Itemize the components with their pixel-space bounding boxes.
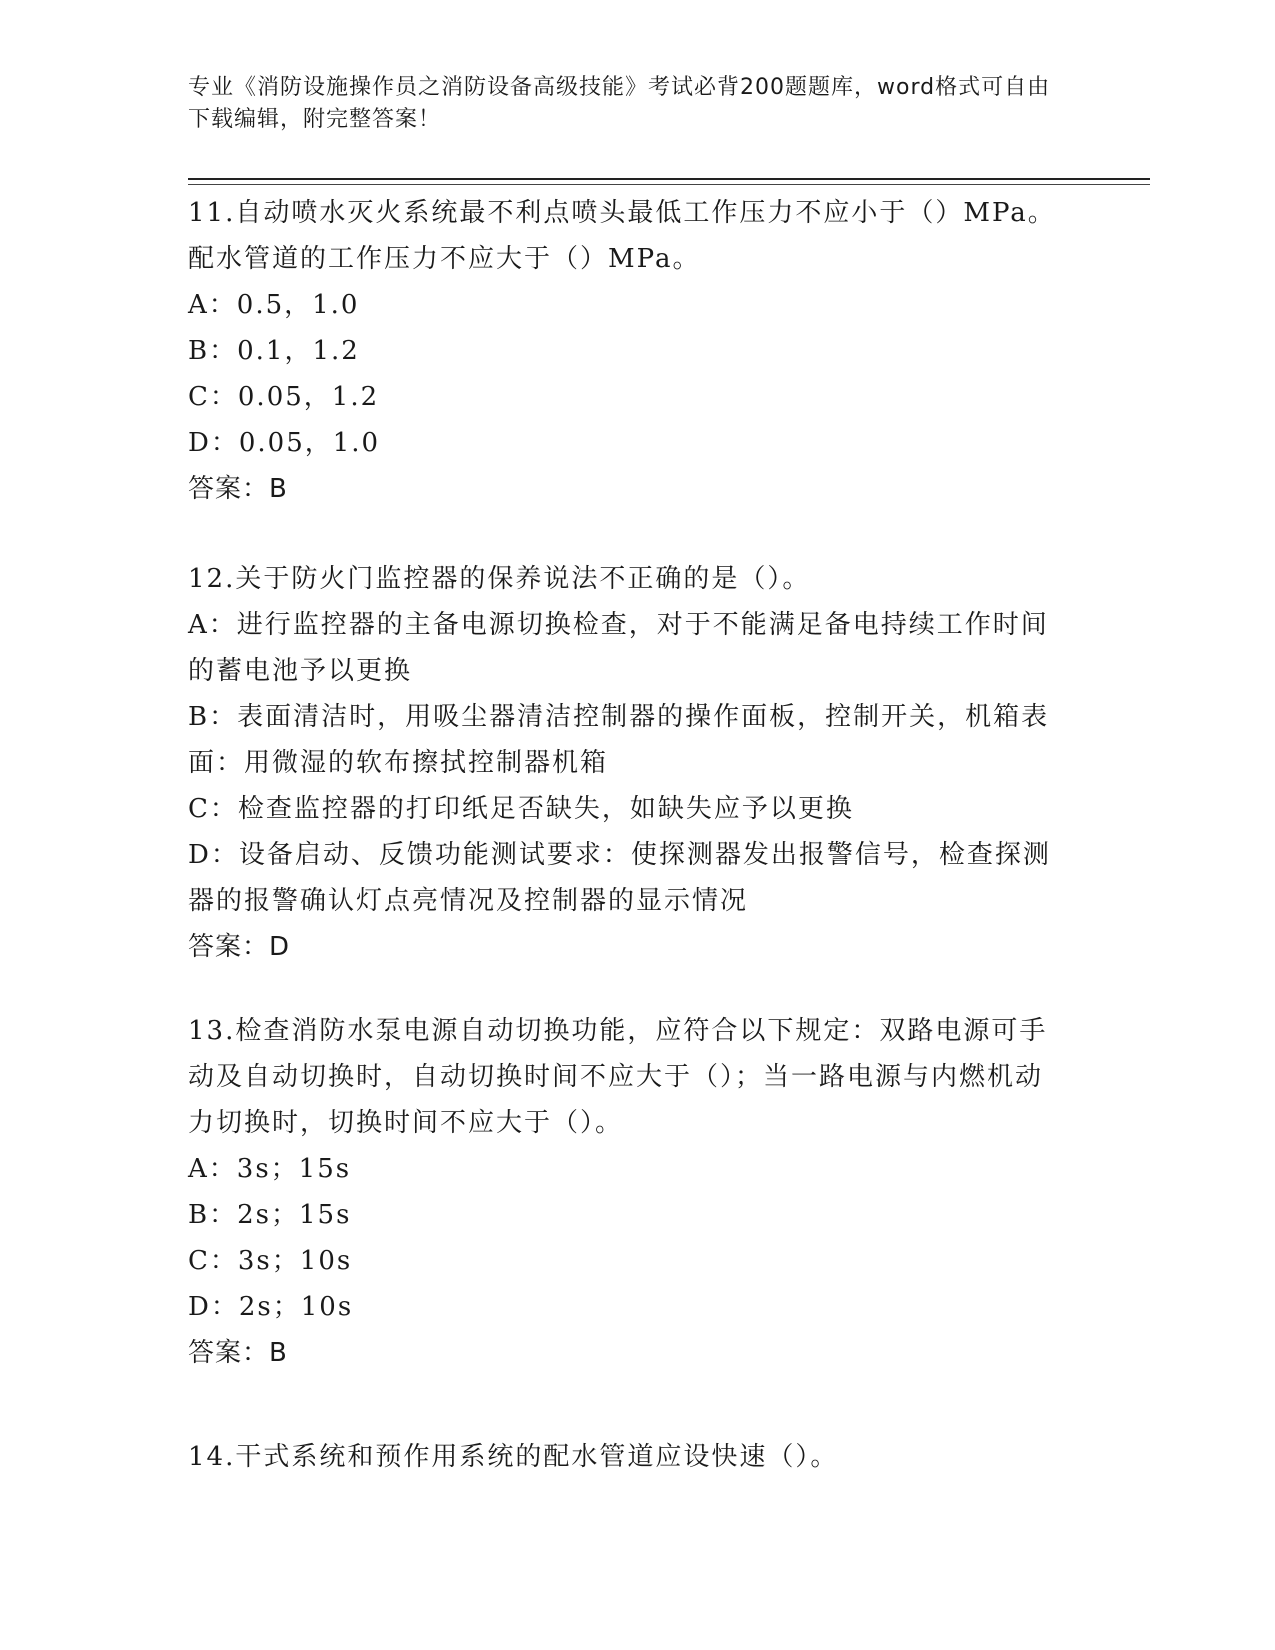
question-13 xyxy=(188,1008,1068,1376)
option-d: D：2s；10s xyxy=(188,1292,354,1322)
question-stem: 11.自动喷水灭火系统最不利点喷头最低工作压力不应小于（）MPa。配水管道的工作压力不应大于（）MPa。 xyxy=(188,198,1056,274)
question-12 xyxy=(188,556,1068,970)
document-header xyxy=(188,72,1068,136)
header-text: 专业《消防设施操作员之消防设备高级技能》考试必背200题题库，word格式可自由下载编辑，附完整答案！ xyxy=(188,75,1051,132)
answer-label: 答案：B xyxy=(188,474,288,504)
option-c: C：3s；10s xyxy=(188,1246,353,1276)
option-a: A：0.5，1.0 xyxy=(188,290,360,320)
option-d: D：0.05，1.0 xyxy=(188,428,381,458)
answer-label: 答案：D xyxy=(188,932,291,962)
option-d: D：设备启动、反馈功能测试要求：使探测器发出报警信号，检查探测器的报警确认灯点亮情况及控制器的显示情况 xyxy=(188,840,1051,916)
option-b: B：2s；15s xyxy=(188,1200,352,1230)
option-b: B：表面清洁时，用吸尘器清洁控制器的操作面板，控制开关，机箱表面：用微湿的软布擦拭控制器机箱 xyxy=(188,702,1050,778)
option-a: A：3s；15s xyxy=(188,1154,352,1184)
option-b: B：0.1，1.2 xyxy=(188,336,360,366)
header-divider xyxy=(188,178,1150,180)
question-11 xyxy=(188,190,1068,512)
option-c: C：检查监控器的打印纸足否缺失，如缺失应予以更换 xyxy=(188,794,854,824)
answer-label: 答案：B xyxy=(188,1338,288,1368)
question-14 xyxy=(188,1434,1068,1480)
question-stem: 13.检查消防水泵电源自动切换功能，应符合以下规定：双路电源可手动及自动切换时，自动切换时间不应大于（）；当一路电源与内燃机动力切换时，切换时间不应大于（）。 xyxy=(188,1016,1048,1138)
header-divider-thin xyxy=(188,184,1150,185)
option-c: C：0.05，1.2 xyxy=(188,382,380,412)
option-a: A：进行监控器的主备电源切换检查，对于不能满足备电持续工作时间的蓄电池予以更换 xyxy=(188,610,1049,686)
question-stem: 12.关于防火门监控器的保养说法不正确的是（）。 xyxy=(188,564,811,594)
question-stem: 14.干式系统和预作用系统的配水管道应设快速（）。 xyxy=(188,1442,839,1472)
